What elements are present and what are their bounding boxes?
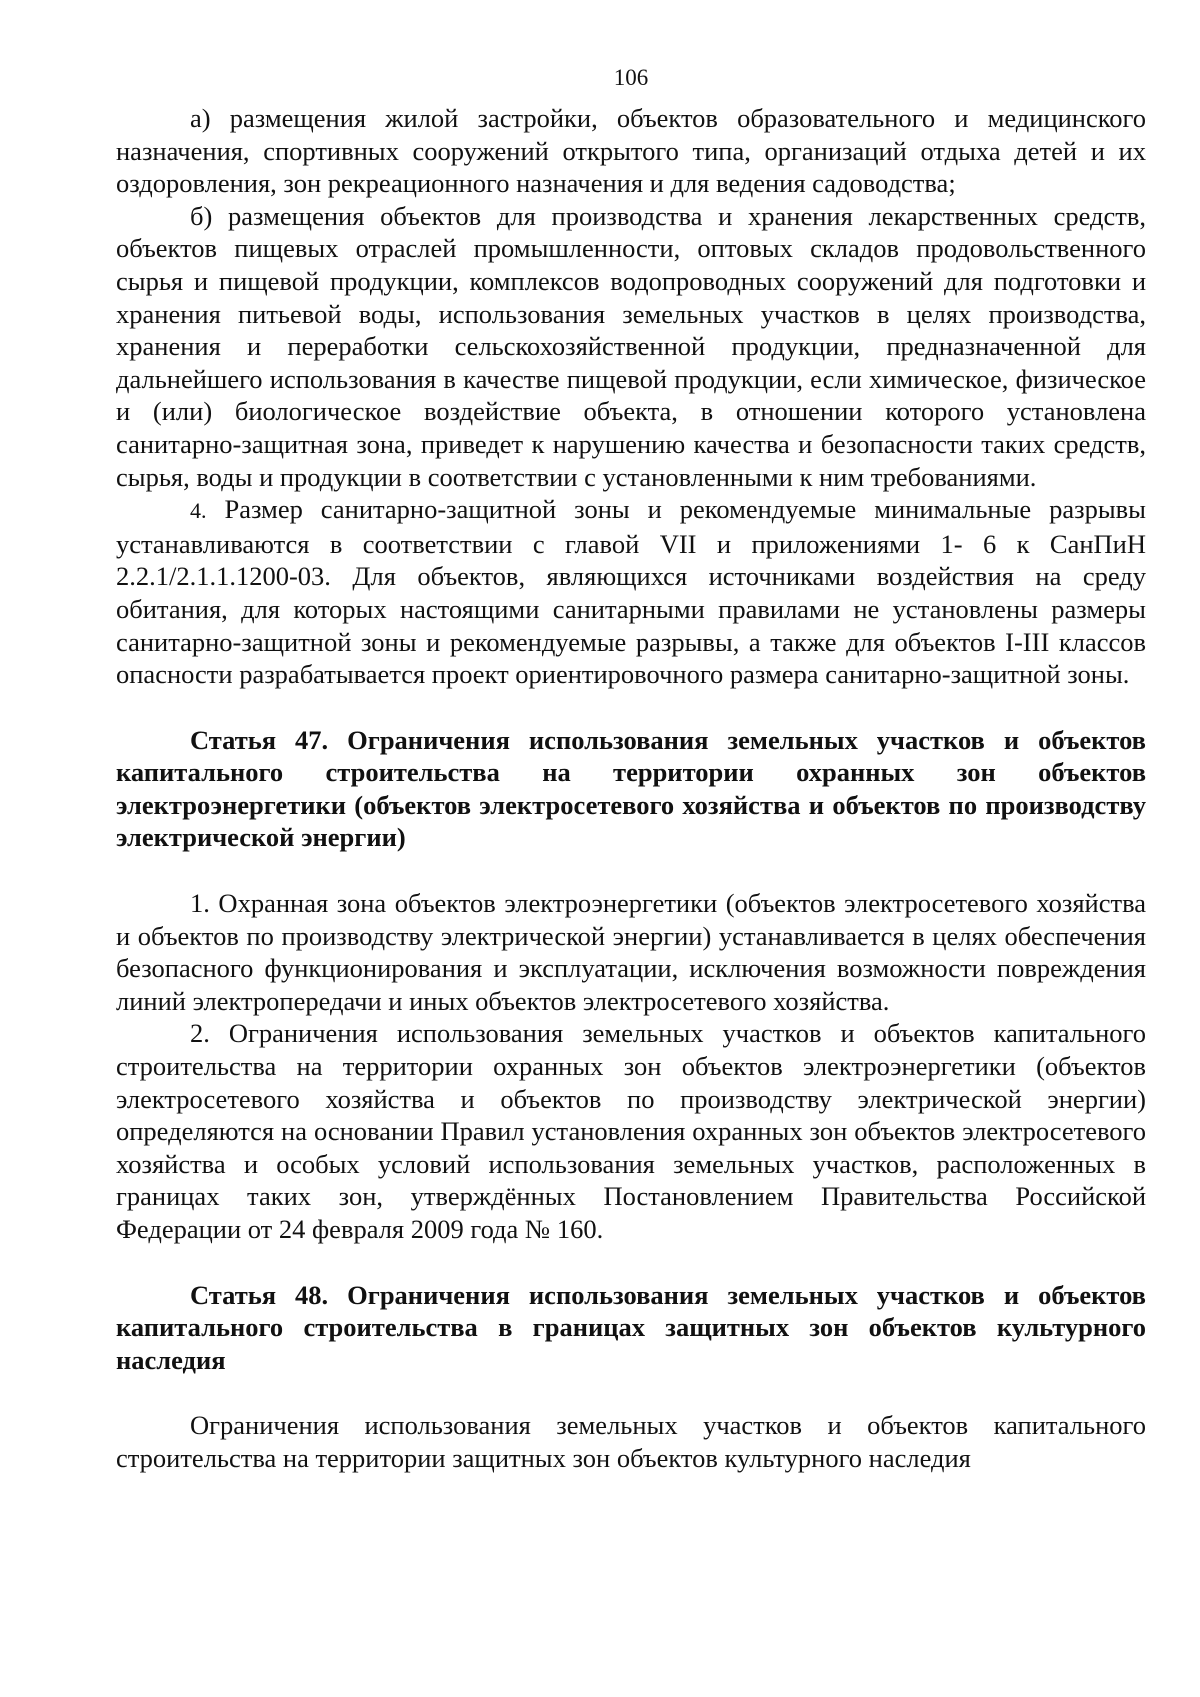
paragraph-item-4 xyxy=(116,493,1146,691)
document-page xyxy=(116,64,1146,1475)
paragraph-item-b: б) размещения объектов для производства и хранения лекарственных средств, объектов пищевых отраслей промышленности, оптовых складов продовольственного сырья и пищевой продукции, комплексов водопроводных сооружений для подготовки и хранения питьевой воды, использования земельных участков в целях производства, хранения и переработки сельскохозяйственной продукции, предназначенной для дальнейшего использования в качестве пищевой продукции, если химическое, физическое и (или) биологическое воздействие объекта, в отношении которого установлена санитарно-защитная зона, приведет к нарушению качества и безопасности таких средств, сырья, воды и продукции в соответствии с установленными к ним требованиями. xyxy=(116,200,1146,492)
article-47-paragraph-2: 2. Ограничения использования земельных участков и объектов капитального строительства на территории охранных зон объектов электроэнергетики (объектов электросетевого хозяйства и объектов по производству электрической энергии) определяются на основании Правил установления охранных зон объектов электросетевого хозяйства и особых условий использования земельных участков, расположенных в границах таких зон, утверждённых Постановлением Правительства Российской Федерации от 24 февраля 2009 года № 160. xyxy=(116,1018,1146,1244)
item-4-text: Размер санитарно-защитной зоны и рекомендуемые минимальные разрывы устанавливаются в соответствии с главой VII и приложениями 1- 6 к СанПиН 2.2.1/2.1.1.1200-03. Для объектов, являющихся источниками воздействия на среду обитания, для которых настоящими санитарными правилами не установлены размеры санитарно-защитной зоны и рекомендуемые разрывы, а также для объектов I-III классов опасности разрабатывается проект ориентировочного размера санитарно-защитной зоны. xyxy=(116,494,1146,690)
item-4-number: 4. xyxy=(190,498,207,524)
page-number: 106 xyxy=(613,65,649,90)
paragraph-item-a: а) размещения жилой застройки, объектов образовательного и медицинского назначения, спортивных сооружений открытого типа, организаций отдыха детей и их оздоровления, зон рекреационного назначения и для ведения садоводства; xyxy=(116,103,1146,199)
article-47-heading: Статья 47. Ограничения использования земельных участков и объектов капитального строительства на территории охранных зон объектов электроэнергетики (объектов электросетевого хозяйства и объектов по производству электрической энергии) xyxy=(116,724,1146,853)
article-48-paragraph-1: Ограничения использования земельных участков и объектов капитального строительства на территории защитных зон объектов культурного наследия xyxy=(116,1410,1146,1473)
article-48-heading: Статья 48. Ограничения использования земельных участков и объектов капитального строительства в границах защитных зон объектов культурного наследия xyxy=(116,1279,1146,1375)
article-47-paragraph-1: 1. Охранная зона объектов электроэнергетики (объектов электросетевого хозяйства и объектов по производству электрической энергии) устанавливается в целях обеспечения безопасного функционирования и эксплуатации, исключения возможности повреждения линий электропередачи и иных объектов электросетевого хозяйства. xyxy=(116,888,1146,1016)
